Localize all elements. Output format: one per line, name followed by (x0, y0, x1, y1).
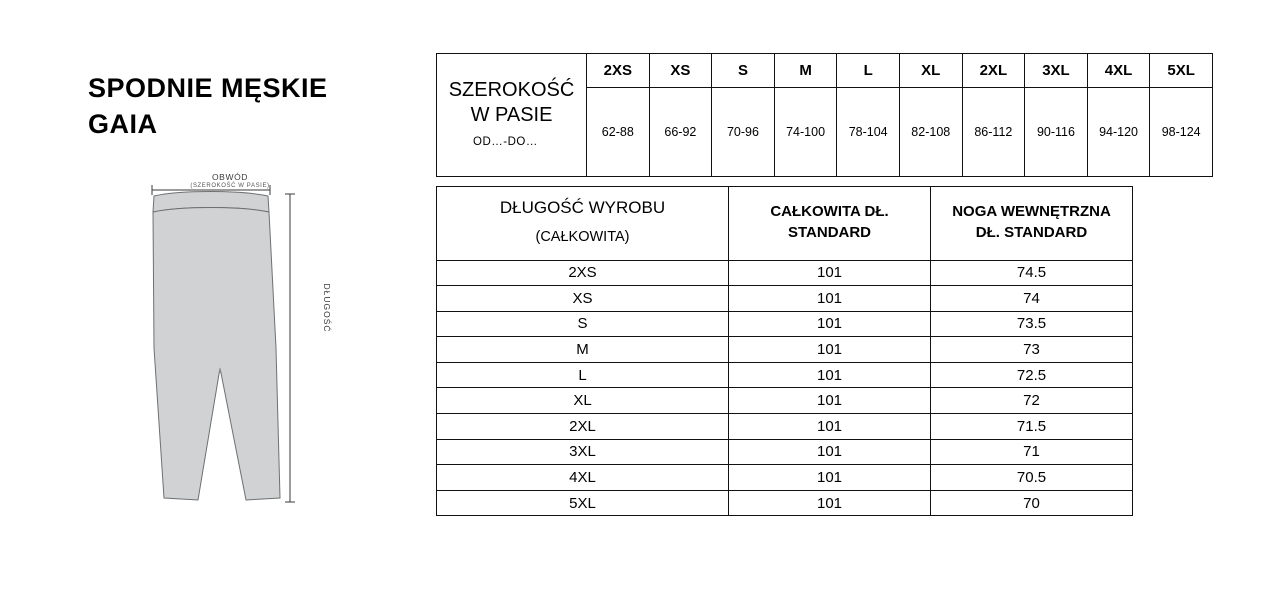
length-size-4xl: 4XL (437, 465, 729, 491)
length-size-5xl: 5XL (437, 490, 729, 516)
size-header-4xl: 4XL (1087, 54, 1150, 88)
table-row (437, 439, 1133, 465)
length-size-xl: XL (437, 388, 729, 414)
length-total-5xl: 101 (729, 490, 931, 516)
size-header-2xs: 2XS (587, 54, 650, 88)
length-inseam-xs: 74 (931, 286, 1133, 312)
table-row (437, 414, 1133, 440)
length-measure-label: DŁUGOŚĆ (322, 283, 332, 333)
length-total-2xs: 101 (729, 260, 931, 286)
length-inseam-2xs: 74.5 (931, 260, 1133, 286)
size-header-3xl: 3XL (1025, 54, 1088, 88)
width-value-l: 78-104 (837, 88, 900, 177)
table-row (437, 311, 1133, 337)
size-header-xs: XS (649, 54, 712, 88)
length-header-left (437, 187, 729, 261)
table-row (437, 362, 1133, 388)
table-row (437, 490, 1133, 516)
size-header-s: S (712, 54, 775, 88)
length-header-inseam: NOGA WEWNĘTRZNA DŁ. STANDARD (931, 187, 1133, 261)
length-header-total: CAŁKOWITA DŁ. STANDARD (729, 187, 931, 261)
length-size-l: L (437, 362, 729, 388)
length-header-left-main: DŁUGOŚĆ WYROBU (499, 198, 666, 217)
length-total-m: 101 (729, 337, 931, 363)
product-title-line-2: GAIA (88, 109, 158, 140)
width-row-header-line-2: W PASIE (470, 104, 553, 127)
product-info-panel (0, 0, 436, 593)
table-row (437, 465, 1133, 491)
waist-measure-sublabel: (SZEROKOŚĆ W PASIE) (190, 183, 270, 189)
width-value-5xl: 98-124 (1150, 88, 1213, 177)
width-row-header (437, 54, 587, 177)
trousers-diagram (140, 168, 340, 528)
length-size-s: S (437, 311, 729, 337)
width-value-2xs: 62-88 (587, 88, 650, 177)
width-value-xs: 66-92 (649, 88, 712, 177)
length-inseam-m: 73 (931, 337, 1133, 363)
size-header-xl: XL (899, 54, 962, 88)
size-header-5xl: 5XL (1150, 54, 1213, 88)
length-total-l: 101 (729, 362, 931, 388)
table-row (437, 286, 1133, 312)
length-total-s: 101 (729, 311, 931, 337)
table-row (437, 260, 1133, 286)
length-table (436, 186, 1133, 516)
width-row-header-line-1: SZEROKOŚĆ (448, 79, 575, 102)
width-value-4xl: 94-120 (1087, 88, 1150, 177)
length-inseam-l: 72.5 (931, 362, 1133, 388)
length-size-xs: XS (437, 286, 729, 312)
table-row (437, 388, 1133, 414)
width-value-2xl: 86-112 (962, 88, 1025, 177)
length-total-2xl: 101 (729, 414, 931, 440)
trousers-illustration-svg (140, 168, 340, 528)
length-total-xl: 101 (729, 388, 931, 414)
length-inseam-xl: 72 (931, 388, 1133, 414)
length-size-3xl: 3XL (437, 439, 729, 465)
length-size-2xs: 2XS (437, 260, 729, 286)
table-row (437, 337, 1133, 363)
width-value-xl: 82-108 (899, 88, 962, 177)
table-row (437, 54, 1213, 88)
length-size-m: M (437, 337, 729, 363)
width-row-header-note: OD…-DO… (473, 136, 538, 149)
length-inseam-5xl: 70 (931, 490, 1133, 516)
length-inseam-s: 73.5 (931, 311, 1133, 337)
length-inseam-4xl: 70.5 (931, 465, 1133, 491)
waist-width-table (436, 53, 1213, 177)
size-header-2xl: 2XL (962, 54, 1025, 88)
size-header-l: L (837, 54, 900, 88)
length-inseam-3xl: 71 (931, 439, 1133, 465)
length-size-2xl: 2XL (437, 414, 729, 440)
length-inseam-2xl: 71.5 (931, 414, 1133, 440)
width-value-3xl: 90-116 (1025, 88, 1088, 177)
length-total-xs: 101 (729, 286, 931, 312)
width-value-m: 74-100 (774, 88, 837, 177)
page-title (88, 70, 418, 143)
product-title-line-1: SPODNIE MĘSKIE (88, 73, 328, 103)
waist-measure-label: OBWÓD (211, 172, 249, 182)
table-header-row (437, 187, 1133, 261)
length-header-left-sub: (CAŁKOWITA) (535, 228, 630, 245)
size-header-m: M (774, 54, 837, 88)
width-value-s: 70-96 (712, 88, 775, 177)
length-total-3xl: 101 (729, 439, 931, 465)
length-total-4xl: 101 (729, 465, 931, 491)
